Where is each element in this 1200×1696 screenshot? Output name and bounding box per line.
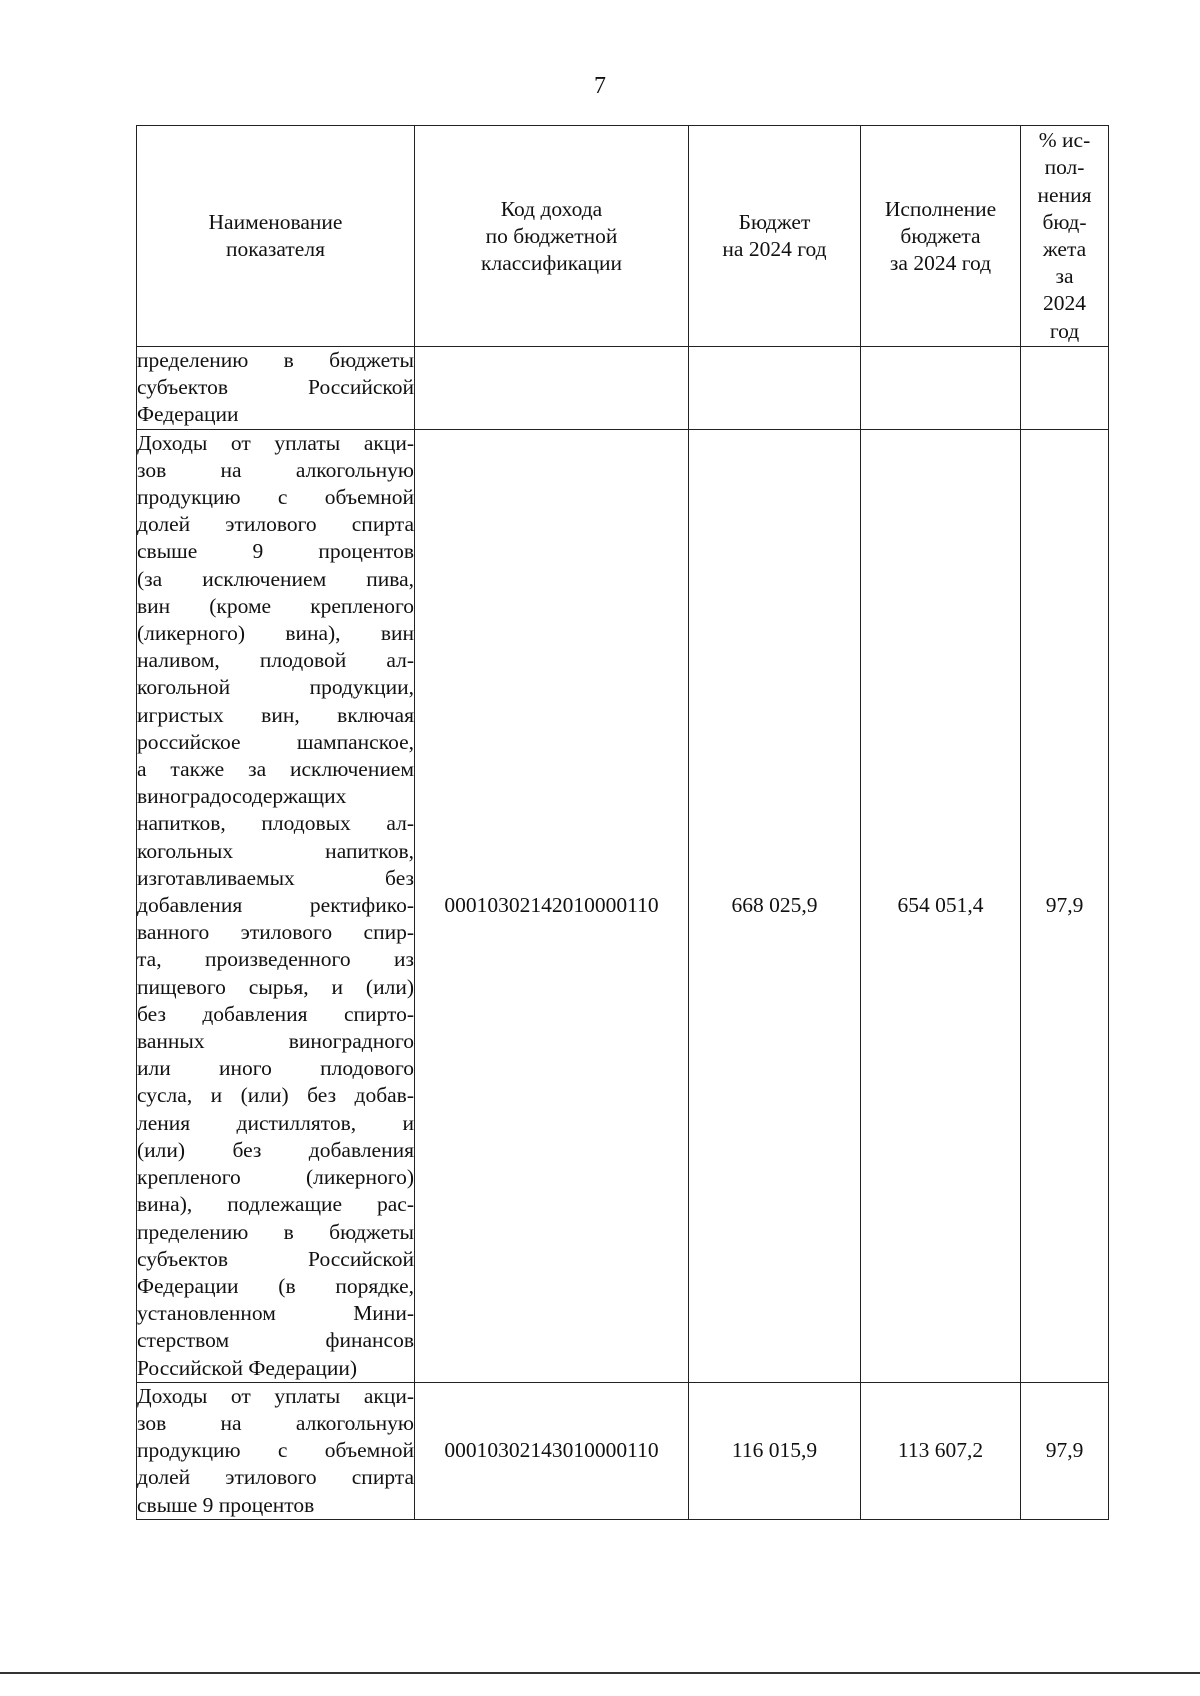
- indicator-name-line: без добавления спирто-: [137, 1001, 414, 1026]
- header-code-text: [415, 196, 688, 277]
- table-row: [137, 429, 1109, 1382]
- header-budget: [689, 126, 861, 347]
- indicator-name-line: (или) без добавления: [137, 1137, 414, 1162]
- cell-budget: [689, 347, 861, 430]
- indicator-name-line: пределению в бюджеты: [137, 1219, 414, 1244]
- indicator-name-line: а также за исключением: [137, 757, 414, 782]
- header-percent-text: [1021, 127, 1108, 345]
- header-line: на 2024 год: [722, 237, 827, 261]
- indicator-name-line: сусла, и (или) без добав-: [137, 1083, 414, 1108]
- indicator-name-line: (за исключением пива,: [137, 566, 414, 591]
- header-line: показателя: [226, 237, 325, 261]
- indicator-name-line: ления дистиллятов, и: [137, 1110, 414, 1135]
- indicator-name-line: та, произведенного из: [137, 947, 414, 972]
- indicator-name-line: долей этилового спирта: [137, 1465, 414, 1490]
- cell-indicator-name: [137, 347, 415, 430]
- indicator-name-line: Доходы от уплаты акци-: [137, 430, 414, 455]
- indicator-name-line: продукцию с объемной: [137, 1438, 414, 1463]
- indicator-name-line: ванного этилового спир-: [137, 920, 414, 945]
- cell-income-code: 00010302143010000110: [415, 1382, 689, 1519]
- cell-indicator-name: [137, 1382, 415, 1519]
- header-line: бюд-: [1042, 209, 1087, 234]
- cell-percent: 97,9: [1021, 1382, 1109, 1519]
- header-execution-text: [861, 196, 1020, 277]
- header-line: Код дохода: [500, 196, 603, 221]
- indicator-name-line: вина), подлежащие рас-: [137, 1192, 414, 1217]
- header-line: жета: [1042, 237, 1087, 261]
- cell-indicator-name: [137, 429, 415, 1382]
- indicator-name-line: напитков, плодовых ал-: [137, 811, 414, 836]
- indicator-name-line: Федерации (в порядке,: [137, 1273, 414, 1298]
- page-number: 7: [594, 73, 606, 99]
- indicator-name-line: игристых вин, включая: [137, 702, 414, 727]
- header-percent: [1021, 126, 1109, 347]
- cell-budget: 116 015,9: [689, 1382, 861, 1519]
- bottom-rule: [0, 1672, 1200, 1674]
- header-line: Исполнение: [884, 196, 997, 221]
- header-line: за 2024 год: [889, 250, 992, 275]
- indicator-name-line: продукцию с объемной: [137, 485, 414, 510]
- header-line: по бюджетной: [485, 223, 618, 248]
- indicator-name-line: свыше 9 процентов: [137, 1492, 315, 1517]
- header-execution: [861, 126, 1021, 347]
- cell-percent: [1021, 347, 1109, 430]
- header-line: год: [1049, 318, 1080, 343]
- indicator-name-line: ванных виноградного: [137, 1029, 414, 1054]
- header-name-text: [137, 209, 414, 263]
- table-body: [137, 347, 1109, 1520]
- header-line: пол-: [1044, 155, 1085, 180]
- indicator-name-line: российское шампанское,: [137, 729, 414, 754]
- header-name: [137, 126, 415, 347]
- indicator-name-line: Доходы от уплаты акци-: [137, 1383, 414, 1408]
- indicator-name-line: зов на алкогольную: [137, 457, 414, 482]
- indicator-name-line: субъектов Российской: [137, 1246, 414, 1271]
- indicator-name-line: виноградосодержащих: [137, 784, 347, 809]
- indicator-name-line: Российской Федерации): [137, 1355, 358, 1380]
- indicator-name-line: субъектов Российской: [137, 375, 414, 400]
- cell-percent: 97,9: [1021, 429, 1109, 1382]
- cell-income-code: 00010302142010000110: [415, 429, 689, 1382]
- indicator-name-line: изготавливаемых без: [137, 865, 414, 890]
- header-line: 2024: [1043, 291, 1086, 316]
- cell-execution: 113 607,2: [861, 1382, 1021, 1519]
- header-line: Бюджет: [738, 210, 811, 234]
- header-line: за: [1055, 264, 1074, 289]
- budget-table: [136, 125, 1109, 1520]
- indicator-name-line: свыше 9 процентов: [137, 539, 414, 564]
- header-line: Наименование: [208, 210, 343, 234]
- indicator-name-line: вин (кроме крепленого: [137, 593, 414, 618]
- indicator-name-line: когольной продукции,: [137, 675, 414, 700]
- header-line: % ис-: [1038, 128, 1091, 153]
- indicator-name-line: пределению в бюджеты: [137, 348, 414, 372]
- indicator-name-line: пищевого сырья, и (или): [137, 974, 414, 999]
- indicator-name-line: когольных напитков,: [137, 838, 414, 863]
- indicator-name-line: долей этилового спирта: [137, 512, 414, 537]
- table-row: [137, 1382, 1109, 1519]
- cell-budget: 668 025,9: [689, 429, 861, 1382]
- header-line: нения: [1037, 182, 1092, 207]
- header-code: [415, 126, 689, 347]
- cell-execution: 654 051,4: [861, 429, 1021, 1382]
- header-row: [137, 126, 1109, 347]
- indicator-name-line: наливом, плодовой ал-: [137, 648, 414, 673]
- indicator-name-line: зов на алкогольную: [137, 1410, 414, 1435]
- indicator-name-line: Федерации: [137, 402, 239, 427]
- cell-execution: [861, 347, 1021, 430]
- indicator-name-line: или иного плодового: [137, 1056, 414, 1081]
- cell-income-code: [415, 347, 689, 430]
- table-row: [137, 347, 1109, 430]
- indicator-name-line: добавления ректифико-: [137, 893, 414, 918]
- indicator-name-line: стерством финансов: [137, 1328, 414, 1353]
- header-line: классификации: [481, 250, 622, 275]
- indicator-name-line: (ликерного) вина), вин: [137, 621, 414, 646]
- header-budget-text: [689, 209, 860, 263]
- header-line: бюджета: [900, 223, 981, 248]
- indicator-name-line: крепленого (ликерного): [137, 1165, 414, 1190]
- indicator-name-line: установленном Мини-: [137, 1301, 414, 1326]
